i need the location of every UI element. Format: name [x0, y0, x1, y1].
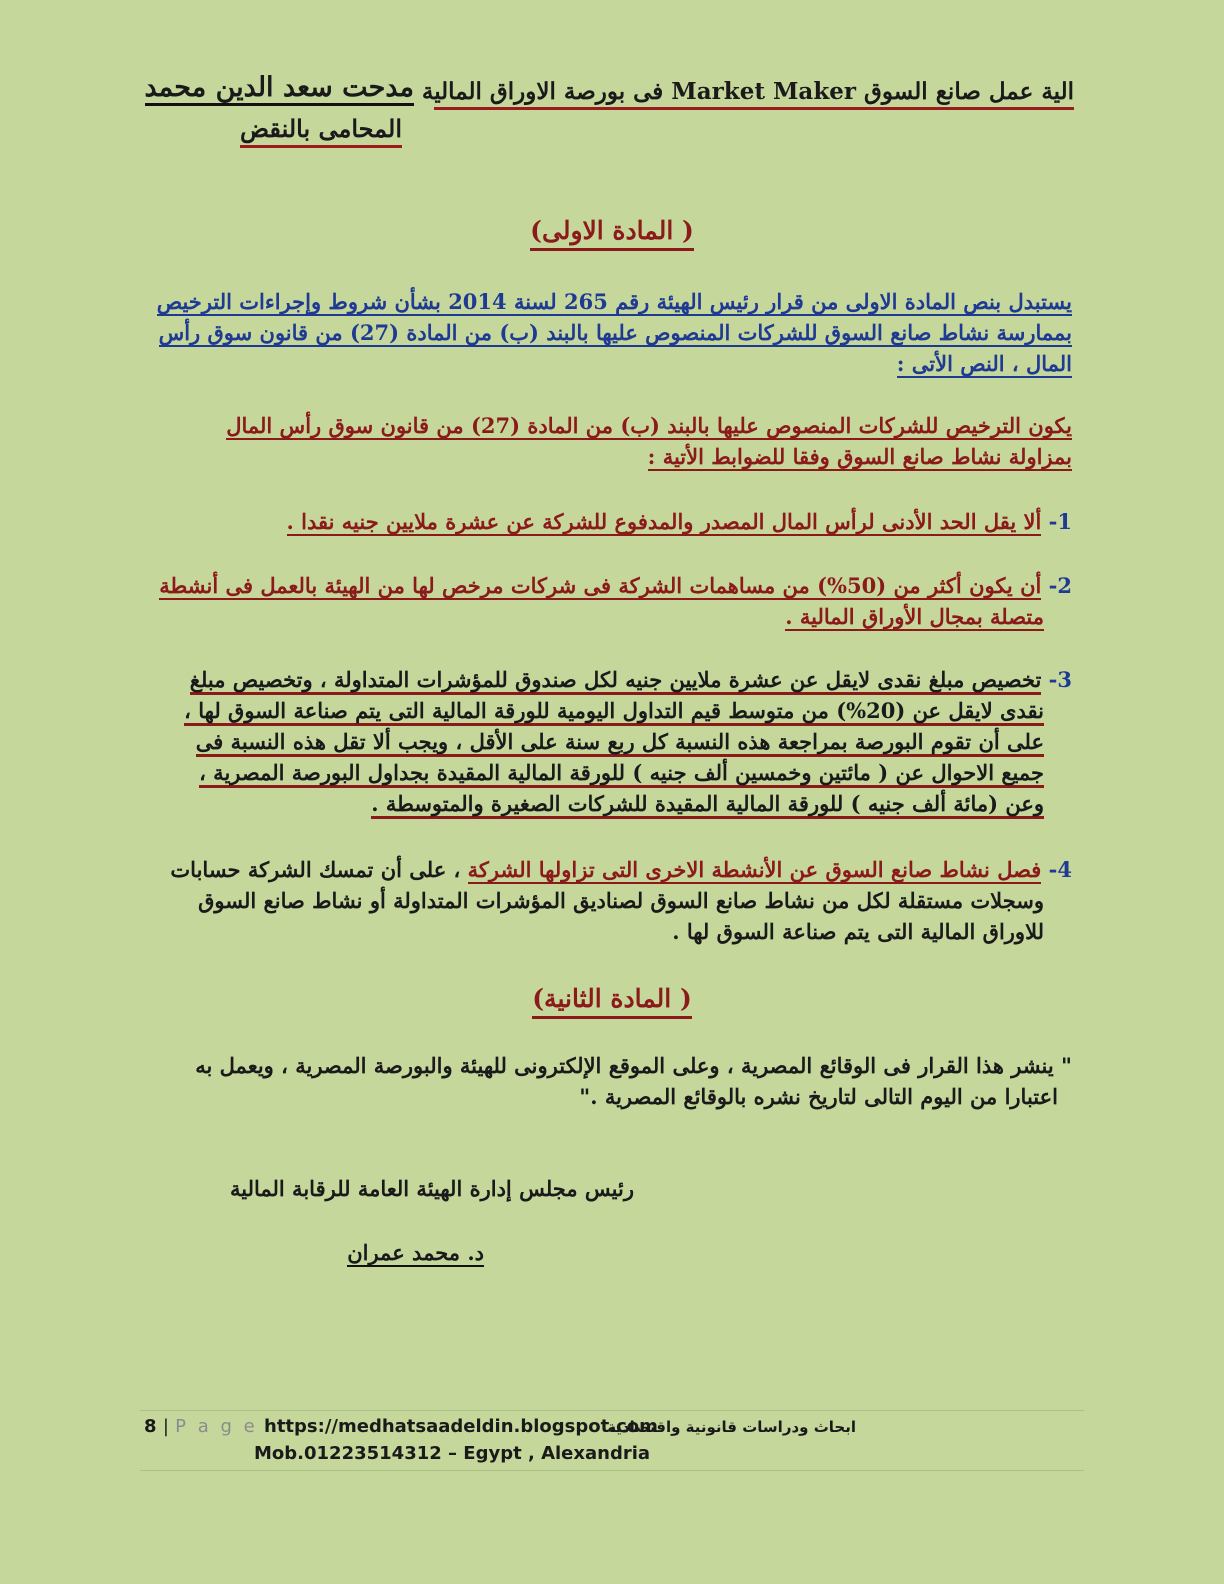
- item-lead: فصل نشاط صانع السوق عن الأنشطة الاخرى التى تزاولها الشركة: [467, 857, 1042, 882]
- item-text: أن يكون أكثر من (50%) من مساهمات الشركة فى شركات مرخص لها من الهيئة بالعمل فى أنشطة: [159, 573, 1042, 598]
- article-2-line: اعتبارا من اليوم التالى لتاريخ نشره بالوقائع المصرية .": [579, 1084, 1058, 1109]
- item-number: 4-: [1048, 857, 1072, 882]
- item-lead-rest: ، على أن تمسك الشركة حسابات: [170, 857, 461, 882]
- signature-name: د. محمد عمران: [347, 1240, 484, 1265]
- item-text: وعن (مائة ألف جنيه ) للورقة المالية المقيدة للشركات الصغيرة والمتوسطة .: [371, 791, 1044, 819]
- rule-line: يكون الترخيص للشركات المنصوص عليها بالبند (ب) من المادة (27) من قانون سوق رأس المال: [226, 413, 1072, 438]
- intro-line: المال ، النص الأتى :: [896, 351, 1072, 376]
- footer-contact: Mob.01223514312 – Egypt , Alexandria: [254, 1443, 651, 1464]
- item-text: ألا يقل الحد الأدنى لرأس المال المصدر والمدفوع للشركة عن عشرة ملايين جنيه نقدا .: [286, 509, 1042, 534]
- article-1-heading-text: (المادة الاولى ): [530, 216, 694, 251]
- article-1-heading: [0, 216, 1224, 245]
- document-title: الية عمل صانع السوق Market Maker فى بورصة الاوراق المالية: [434, 78, 1074, 110]
- item-text: وسجلات مستقلة لكل من نشاط صانع السوق لصناديق المؤشرات المتداولة أو نشاط صانع السوق: [198, 888, 1044, 913]
- item-text: على أن تقوم البورصة بمراجعة هذه النسبة كل ربع سنة على الأقل ، ويجب ألا تقل هذه النسبة فى: [196, 729, 1044, 757]
- footer-url[interactable]: https://medhatsaadeldin.blogspot.com: [264, 1416, 658, 1437]
- signature-title: رئيس مجلس إدارة الهيئة العامة للرقابة المالية: [229, 1176, 634, 1201]
- author-name: [144, 72, 414, 103]
- item-number: 3-: [1048, 667, 1072, 692]
- intro-line: يستبدل بنص المادة الاولى من قرار رئيس الهيئة رقم 265 لسنة 2014 بشأن شروط وإجراءات الترخيص: [156, 289, 1072, 314]
- article-2-heading: [0, 984, 1224, 1013]
- item-text: للاوراق المالية التى يتم صناعة السوق لها .: [672, 919, 1044, 944]
- item-number: 2-: [1048, 573, 1072, 598]
- footer-subtitle: ابحاث ودراسات قانونية واقتصادية: [607, 1418, 856, 1436]
- list-item-2: [142, 570, 1072, 632]
- author-title: المحامى بالنقض: [240, 114, 402, 148]
- item-number: 1-: [1048, 509, 1072, 534]
- list-item-3: [142, 664, 1072, 819]
- intro-line: بممارسة نشاط صانع السوق للشركات المنصوص عليها بالبند (ب) من المادة (27) من قانون سوق رأس: [158, 320, 1072, 345]
- rule-line: بمزاولة نشاط صانع السوق وفقا للضوابط الأتية :: [647, 444, 1072, 469]
- author-name-text: مدحت سعد الدين محمد: [145, 72, 415, 106]
- page-number: 8: [144, 1416, 157, 1437]
- footer-page: 8 | P a g e https://medhatsaadeldin.blogspot.com: [144, 1416, 658, 1437]
- article-1-rule: [142, 410, 1072, 472]
- item-text: تخصيص مبلغ نقدى لايقل عن عشرة ملايين جنيه لكل صندوق للمؤشرات المتداولة ، وتخصيص مبلغ: [190, 667, 1042, 695]
- page-label: P a g e: [175, 1416, 258, 1437]
- footer-bottom-rule: [140, 1470, 1084, 1471]
- article-2-line: " ينشر هذا القرار فى الوقائع المصرية ، وعلى الموقع الإلكترونى للهيئة والبورصة المصرية ، ويعمل به: [195, 1053, 1072, 1078]
- article-2-body: [142, 1050, 1072, 1112]
- article-1-intro: [142, 286, 1072, 379]
- list-item-1: [142, 506, 1072, 537]
- footer-top-rule: [140, 1410, 1084, 1411]
- item-text: جميع الاحوال عن ( مائتين وخمسين ألف جنيه ) للورقة المالية المقيدة بجداول البورصة المصرية ،: [199, 760, 1044, 788]
- item-text: نقدى لايقل عن (20%) من متوسط قيم التداول اليومية للورقة المالية التى يتم صناعة السوق لها ،: [184, 698, 1044, 726]
- list-item-4: [142, 854, 1072, 947]
- item-text: متصلة بمجال الأوراق المالية .: [785, 604, 1044, 629]
- article-2-heading-text: (المادة الثانية ): [532, 984, 692, 1019]
